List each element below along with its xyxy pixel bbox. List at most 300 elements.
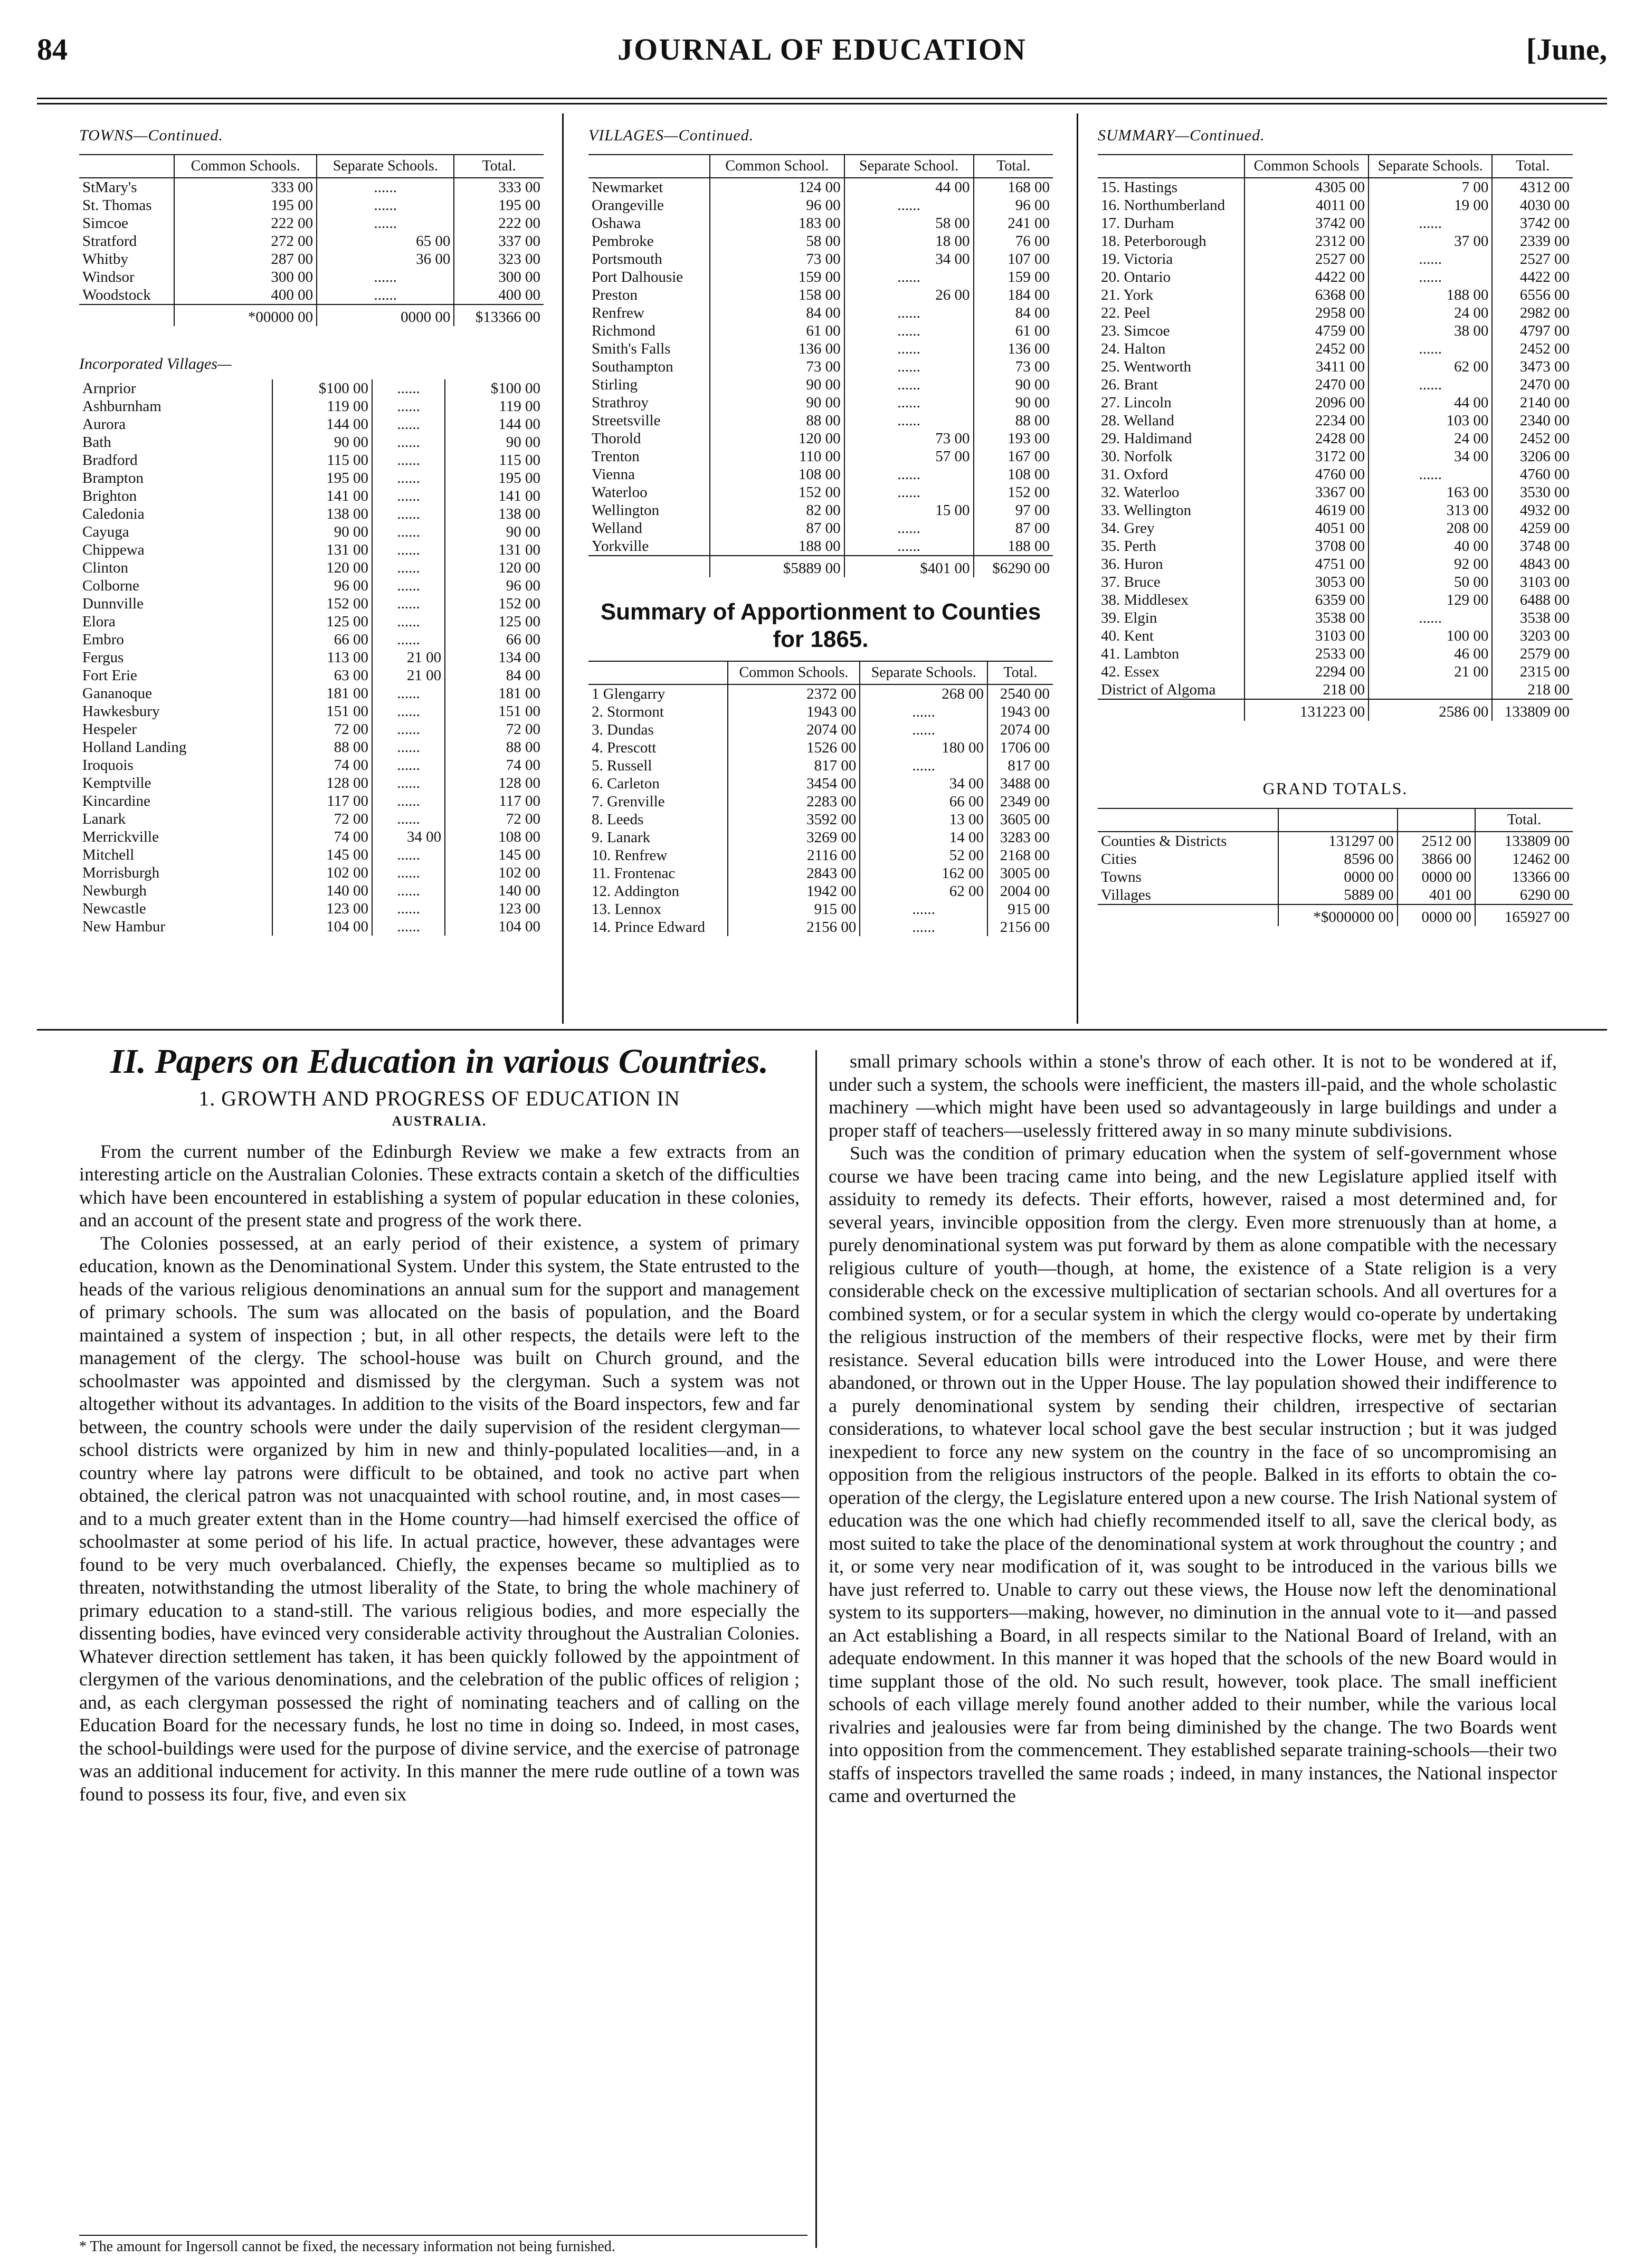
cell-value: 88 00: [445, 738, 544, 756]
cell-value: 3206 00: [1492, 447, 1573, 465]
cell-value: 4797 00: [1492, 322, 1573, 340]
cell-value: 136 00: [710, 340, 844, 358]
cell-value: 34 00: [372, 828, 445, 846]
table-row: [79, 379, 544, 397]
cell-value: 100 00: [1369, 627, 1492, 645]
cell-value: ......: [844, 483, 974, 501]
table-row: [79, 469, 544, 487]
cell-value: 2156 00: [728, 918, 860, 936]
cell-value: ......: [317, 268, 454, 286]
row-label: 33. Wellington: [1101, 502, 1192, 519]
table-row: [79, 828, 544, 846]
total-row: [1098, 904, 1573, 926]
cell-value: 65 00: [317, 232, 454, 250]
table-row: [1098, 537, 1573, 555]
cell-value: 97 00: [974, 501, 1053, 519]
row-label: 16. Northumberland: [1101, 197, 1225, 214]
row-label: Merrickville: [82, 828, 159, 845]
row-label: Newburgh: [82, 882, 147, 899]
article-right-column: [829, 1050, 1557, 1808]
cell-value: ......: [844, 394, 974, 412]
table-row: [1098, 376, 1573, 394]
cell-value: 3530 00: [1492, 483, 1573, 501]
cell-value: 92 00: [1369, 555, 1492, 573]
cell-value: 6488 00: [1492, 591, 1573, 609]
cell-value: ......: [1369, 214, 1492, 232]
cell-value: 181 00: [445, 684, 544, 702]
row-label: Caledonia: [82, 506, 145, 522]
cell-value: 73 00: [710, 358, 844, 376]
row-label: 29. Haldimand: [1101, 430, 1192, 447]
table-row: [588, 394, 1053, 412]
table-row: [588, 250, 1053, 268]
table-row: [588, 286, 1053, 304]
cell-value: 102 00: [272, 864, 372, 882]
cell-value: 2074 00: [728, 721, 860, 739]
table-row: [79, 864, 544, 882]
column-header: [1278, 808, 1398, 832]
table-row: [79, 613, 544, 631]
total-row: [588, 556, 1053, 577]
cell-value: 2315 00: [1492, 663, 1573, 681]
row-label: 2. Stormont: [592, 703, 664, 720]
table-row: [588, 358, 1053, 376]
row-label: 38. Middlesex: [1101, 592, 1189, 608]
cell-value: 19 00: [1369, 196, 1492, 214]
row-label: 4. Prescott: [592, 739, 657, 756]
row-label: Preston: [592, 287, 638, 303]
table-row: [1098, 886, 1573, 904]
cell-value: ......: [372, 469, 445, 487]
cell-value: 3866 00: [1398, 850, 1475, 868]
row-label: 13. Lennox: [592, 901, 662, 918]
cell-value: 2096 00: [1244, 394, 1369, 412]
header-rule-thin: [37, 103, 1607, 104]
table-row: [79, 541, 544, 559]
table-row: [1098, 573, 1573, 591]
cell-value: 3053 00: [1244, 573, 1369, 591]
cell-value: 2372 00: [728, 684, 860, 703]
row-label: 34. Grey: [1101, 520, 1155, 537]
cell-value: ......: [317, 178, 454, 196]
table-row: [1098, 394, 1573, 412]
column-header: [588, 155, 710, 178]
page-header: [37, 32, 1607, 79]
cell-value: 61 00: [710, 322, 844, 340]
cell-value: ......: [372, 379, 445, 397]
cell-value: *$000000 00: [1278, 904, 1398, 926]
cell-value: 6359 00: [1244, 591, 1369, 609]
incorporated-table: [79, 379, 544, 936]
cell-value: 2958 00: [1244, 304, 1369, 322]
cell-value: 152 00: [974, 483, 1053, 501]
row-label: 15. Hastings: [1101, 179, 1177, 196]
cell-value: 66 00: [272, 631, 372, 649]
total-row: [79, 304, 544, 326]
cell-value: 2527 00: [1492, 250, 1573, 268]
table-row: [79, 451, 544, 469]
cell-value: 151 00: [445, 702, 544, 720]
cell-value: 2340 00: [1492, 412, 1573, 430]
table-row: [79, 523, 544, 541]
cell-value: ......: [372, 631, 445, 649]
cell-value: 2527 00: [1244, 250, 1369, 268]
cell-value: 7 00: [1369, 178, 1492, 196]
cell-value: 3488 00: [987, 775, 1053, 793]
cell-value: 138 00: [445, 505, 544, 523]
cell-value: 152 00: [445, 595, 544, 613]
cell-value: 123 00: [445, 900, 544, 918]
cell-value: 3103 00: [1492, 573, 1573, 591]
row-label: Clinton: [82, 559, 129, 576]
cell-value: 195 00: [445, 469, 544, 487]
cell-value: 120 00: [272, 559, 372, 577]
row-label: District of Algoma: [1101, 681, 1216, 698]
section-rule: [37, 1029, 1607, 1031]
table-row: [588, 684, 1053, 703]
cell-value: 108 00: [710, 465, 844, 483]
row-label: Orangeville: [592, 197, 664, 214]
cell-value: ......: [372, 684, 445, 702]
cell-value: 3592 00: [728, 811, 860, 828]
cell-value: [1369, 681, 1492, 699]
cell-value: 2533 00: [1244, 645, 1369, 663]
row-label: 17. Durham: [1101, 215, 1174, 232]
row-label: 6. Carleton: [592, 775, 660, 792]
cell-value: 131297 00: [1278, 832, 1398, 850]
column-header: [79, 155, 174, 178]
table-row: [1098, 214, 1573, 232]
cell-value: 117 00: [272, 792, 372, 810]
cell-value: 134 00: [445, 649, 544, 666]
cell-value: 400 00: [454, 286, 544, 304]
cell-value: 125 00: [272, 613, 372, 631]
table-row: [588, 196, 1053, 214]
cell-value: ......: [1369, 268, 1492, 286]
cell-value: ......: [372, 774, 445, 792]
paragraph: From the current number of the Edinburgh Review we make a few extracts from an interesting article on the Australian Colonies. These extracts contain a sketch of the difficulties which have been encountered in establishing a system of popular education in these colonies, and an account of the present state and progress of the work there.: [79, 1140, 800, 1231]
table-row: [588, 376, 1053, 394]
cell-value: 50 00: [1369, 573, 1492, 591]
table-row: [588, 793, 1053, 811]
cell-value: 287 00: [174, 250, 317, 268]
row-label: Wellington: [592, 502, 660, 519]
cell-value: 144 00: [272, 415, 372, 433]
cell-value: 125 00: [445, 613, 544, 631]
row-label: Holland Landing: [82, 739, 187, 756]
total-row: [1098, 699, 1573, 721]
cell-value: 162 00: [860, 864, 987, 882]
cell-value: 133809 00: [1492, 699, 1573, 721]
row-label: Pembroke: [592, 233, 654, 250]
row-label: 26. Brant: [1101, 376, 1158, 393]
row-label: 11. Frontenac: [592, 865, 676, 882]
cell-value: 152 00: [710, 483, 844, 501]
row-label: Newcastle: [82, 900, 146, 917]
cell-value: 36 00: [317, 250, 454, 268]
cell-value: 88 00: [710, 412, 844, 430]
row-label: 19. Victoria: [1101, 251, 1173, 268]
row-label: Stratford: [82, 233, 137, 250]
table-row: [588, 465, 1053, 483]
row-label: Port Dalhousie: [592, 269, 683, 285]
row-label: 7. Grenville: [592, 793, 665, 810]
cell-value: ......: [372, 702, 445, 720]
row-label: Vienna: [592, 466, 635, 483]
cell-value: 90 00: [445, 433, 544, 451]
cell-value: 3411 00: [1244, 358, 1369, 376]
column-header: [588, 661, 728, 684]
cell-value: 90 00: [710, 394, 844, 412]
table-row: [1098, 322, 1573, 340]
cell-value: 58 00: [710, 232, 844, 250]
column-header: Common School.: [710, 155, 844, 178]
row-label: 1 Glengarry: [592, 685, 666, 702]
cell-value: ......: [372, 810, 445, 828]
cell-value: 195 00: [174, 196, 317, 214]
villages-heading: VILLAGES—Continued.: [588, 127, 754, 144]
cell-value: ......: [372, 595, 445, 613]
row-label: 42. Essex: [1101, 663, 1160, 680]
cell-value: 90 00: [710, 376, 844, 394]
cell-value: 2168 00: [987, 846, 1053, 864]
cell-value: 88 00: [974, 412, 1053, 430]
cell-value: 113 00: [272, 649, 372, 666]
cell-value: 66 00: [445, 631, 544, 649]
cell-value: 2156 00: [987, 918, 1053, 936]
row-label: 41. Lambton: [1101, 645, 1180, 662]
cell-value: 138 00: [272, 505, 372, 523]
cell-value: 57 00: [844, 447, 974, 465]
cell-value: 61 00: [974, 322, 1053, 340]
cell-value: 4843 00: [1492, 555, 1573, 573]
cell-value: 46 00: [1369, 645, 1492, 663]
row-label: 31. Oxford: [1101, 466, 1168, 483]
cell-value: 3454 00: [728, 775, 860, 793]
row-label: Woodstock: [82, 287, 151, 303]
cell-value: 333 00: [454, 178, 544, 196]
cell-value: 159 00: [974, 268, 1053, 286]
row-label: Bradford: [82, 452, 138, 469]
cell-value: 2540 00: [987, 684, 1053, 703]
cell-value: ......: [372, 505, 445, 523]
row-label: Kemptville: [82, 775, 151, 792]
row-label: Lanark: [82, 811, 126, 827]
table-row: [588, 483, 1053, 501]
cell-value: 2982 00: [1492, 304, 1573, 322]
cell-value: 87 00: [710, 519, 844, 537]
column-header: [1098, 155, 1244, 178]
cell-value: 300 00: [454, 268, 544, 286]
row-label: 22. Peel: [1101, 304, 1151, 321]
row-label: 39. Elgin: [1101, 609, 1157, 626]
cell-value: ......: [372, 487, 445, 505]
cell-value: $6290 00: [974, 556, 1053, 577]
cell-value: 323 00: [454, 250, 544, 268]
row-label: Waterloo: [592, 484, 648, 501]
table-row: [1098, 850, 1573, 868]
row-label: Gananoque: [82, 685, 153, 702]
table-row: [588, 882, 1053, 900]
cell-value: 13366 00: [1475, 868, 1573, 886]
cell-value: 4422 00: [1492, 268, 1573, 286]
table-row: [1098, 483, 1573, 501]
row-label: 18. Peterborough: [1101, 233, 1206, 250]
cell-value: ......: [844, 304, 974, 322]
row-label: 21. York: [1101, 287, 1154, 303]
cell-value: 2283 00: [728, 793, 860, 811]
cell-value: 96 00: [272, 577, 372, 595]
cell-value: 0000 00: [1278, 868, 1398, 886]
cell-value: 2512 00: [1398, 832, 1475, 850]
cell-value: 1526 00: [728, 739, 860, 757]
row-label: 32. Waterloo: [1101, 484, 1180, 501]
cell-value: 145 00: [445, 846, 544, 864]
summary-table: [1098, 154, 1573, 721]
cell-value: 4259 00: [1492, 519, 1573, 537]
row-label: 12. Addington: [592, 883, 679, 900]
table-row: [79, 882, 544, 900]
table-row: [588, 864, 1053, 882]
row-label: Thorold: [592, 430, 641, 447]
cell-value: 181 00: [272, 684, 372, 702]
table-row: [79, 268, 544, 286]
cell-value: ......: [860, 703, 987, 721]
row-label: 35. Perth: [1101, 538, 1156, 555]
cell-value: 84 00: [445, 666, 544, 684]
cell-value: 120 00: [710, 430, 844, 447]
column-divider: [1077, 113, 1078, 1024]
cell-value: 2234 00: [1244, 412, 1369, 430]
cell-value: 184 00: [974, 286, 1053, 304]
table-row: [79, 792, 544, 810]
cell-value: 2339 00: [1492, 232, 1573, 250]
cell-value: $100 00: [445, 379, 544, 397]
cell-value: 3742 00: [1244, 214, 1369, 232]
article-left-column: [79, 1042, 800, 1806]
cell-value: 5889 00: [1278, 886, 1398, 904]
cell-value: 817 00: [987, 757, 1053, 775]
table-row: [79, 232, 544, 250]
table-row: [1098, 519, 1573, 537]
cell-value: ......: [844, 412, 974, 430]
cell-value: 1942 00: [728, 882, 860, 900]
towns-column: [79, 127, 544, 1018]
table-row: [1098, 591, 1573, 609]
cell-value: ......: [844, 196, 974, 214]
cell-value: 136 00: [974, 340, 1053, 358]
cell-value: 62 00: [1369, 358, 1492, 376]
cell-value: ......: [372, 720, 445, 738]
cell-value: 115 00: [445, 451, 544, 469]
column-header: [1398, 808, 1475, 832]
column-header: Separate Schools.: [860, 661, 987, 684]
table-row: [588, 811, 1053, 828]
table-row: [588, 340, 1053, 358]
cell-value: ......: [1369, 465, 1492, 483]
cell-value: 44 00: [844, 178, 974, 196]
cell-value: 63 00: [272, 666, 372, 684]
row-label: St. Thomas: [82, 197, 152, 214]
cell-value: 26 00: [844, 286, 974, 304]
cell-value: 119 00: [445, 397, 544, 415]
row-label: 5. Russell: [592, 757, 652, 774]
cell-value: 129 00: [1369, 591, 1492, 609]
table-row: [1098, 555, 1573, 573]
cell-value: 3538 00: [1492, 609, 1573, 627]
cell-value: 0000 00: [1398, 868, 1475, 886]
table-row: [1098, 868, 1573, 886]
cell-value: 87 00: [974, 519, 1053, 537]
row-label: [79, 304, 174, 326]
table-row: [79, 595, 544, 613]
table-row: [79, 738, 544, 756]
cell-value: ......: [372, 541, 445, 559]
row-label: Towns: [1101, 869, 1142, 885]
row-label: 40. Kent: [1101, 627, 1154, 644]
cell-value: ......: [372, 397, 445, 415]
cell-value: 133809 00: [1475, 832, 1573, 850]
summary-column: [1098, 127, 1573, 1018]
cell-value: 4305 00: [1244, 178, 1369, 196]
paragraph: Such was the condition of primary education when the system of self-government whose course we have been tracing came into being, and the new Legislature applied itself with assiduity to remedy its defects. Their efforts, however, raised a most determined and, for several years, invincible opposition from the clergy. Even more strenuously than at home, a purely denominational system was put forward by them as alone compatible with the necessary religious culture of youth—though, at home, the existence of a State religion is a very considerable check on the excessive multiplication of sectarian schools. And all overtures for a combined system, or for a secular system in which the clergy would co-operate by undertaking the religious instruction of the members of their respective flocks, were met by their firm resistance. Several education bills were introduced into the Lower House, and were there abandoned, or thrown out in the Upper House. The lay population showed their indifference to a purely denominational system by sending their children, irrespective of sectarian considerations, to whatever local school gave the best secular instruction ; but it was judged inexpedient to force any new system on the country in the face of so uncompromising an opposition from the religious instructors of the people. Balked in its efforts to obtain the co-operation of the clergy, the Legislature entered upon a new course. The Irish National system of education was the one which had chiefly recommended itself to all, save the clerical body, as most suited to take the place of the denominational system at work throughout the country ; and it, or some very near modification of it, was sought to be introduced in the various bills we have just referred to. Unable to carry out these views, the House now left the denominational system to its supporters—making, however, no diminution in the annual vote to it—and passed an Act establishing a Board, in all respects similar to the National Board of Ireland, with an adequate endowment. In this manner it was hoped that the schools of the new Board would in time supplant those of the old. No such result, however, took place. The small inefficient schools of each village merely found another added to their number, while the various local rivalries and jealousies were far from being diminished by the change. The two Boards went into opposition from the commencement. They established separate training-schools—their two staffs of inspectors travelled the same roads ; indeed, in many instances, the National inspector came and overturned the: [829, 1142, 1557, 1806]
cell-value: 151 00: [272, 702, 372, 720]
footnote: * The amount for Ingersoll cannot be fixed, the necessary information not being furnished.: [79, 2235, 807, 2255]
cell-value: 268 00: [860, 684, 987, 703]
cell-value: ......: [844, 465, 974, 483]
cell-value: 74 00: [272, 756, 372, 774]
cell-value: ......: [372, 559, 445, 577]
cell-value: 195 00: [454, 196, 544, 214]
cell-value: ......: [860, 918, 987, 936]
cell-value: 3538 00: [1244, 609, 1369, 627]
row-label: Portsmouth: [592, 251, 662, 268]
table-row: [1098, 447, 1573, 465]
table-row: [588, 775, 1053, 793]
cell-value: 4932 00: [1492, 501, 1573, 519]
cell-value: 73 00: [974, 358, 1053, 376]
row-label: 30. Norfolk: [1101, 448, 1173, 465]
cell-value: 272 00: [174, 232, 317, 250]
table-row: [79, 577, 544, 595]
cell-value: 817 00: [728, 757, 860, 775]
table-row: [1098, 232, 1573, 250]
cell-value: ......: [372, 577, 445, 595]
row-label: Stirling: [592, 376, 638, 393]
row-label: 28. Welland: [1101, 412, 1174, 429]
cell-value: ......: [844, 340, 974, 358]
cell-value: 180 00: [860, 739, 987, 757]
cell-value: ......: [1369, 376, 1492, 394]
row-label: [1098, 904, 1278, 926]
table-row: [1098, 609, 1573, 627]
cell-value: 188 00: [1369, 286, 1492, 304]
cell-value: 120 00: [445, 559, 544, 577]
cell-value: 103 00: [1369, 412, 1492, 430]
row-label: Cayuga: [82, 523, 129, 540]
cell-value: 915 00: [728, 900, 860, 918]
table-row: [1098, 465, 1573, 483]
table-row: [79, 196, 544, 214]
cell-value: ......: [372, 738, 445, 756]
row-label: Streetsville: [592, 412, 661, 429]
table-row: [79, 918, 544, 936]
row-label: Cities: [1101, 851, 1137, 868]
cell-value: 2470 00: [1492, 376, 1573, 394]
cell-value: 21 00: [1369, 663, 1492, 681]
row-label: 10. Renfrew: [592, 847, 668, 864]
cell-value: ......: [372, 846, 445, 864]
